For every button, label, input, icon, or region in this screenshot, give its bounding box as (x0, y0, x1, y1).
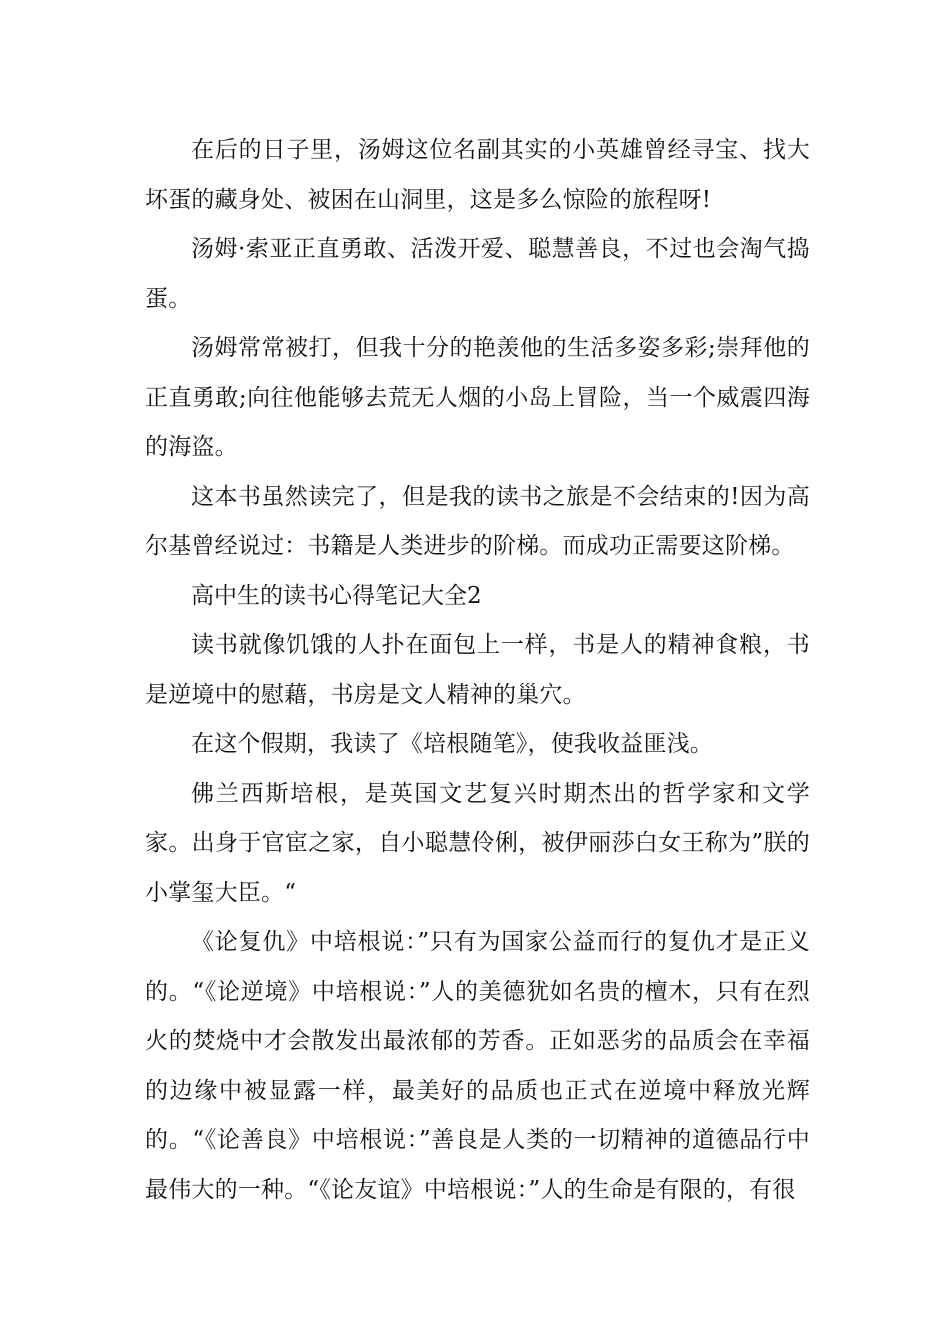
paragraph-5: 读书就像饥饿的人扑在面包上一样，书是人的精神食粮，书是逆境中的慰藉，书房是文人精神的巢穴。 (145, 632, 810, 708)
paragraph-8: 《论复仇》中培根说：”只有为国家公益而行的复仇才是正义的。“《论逆境》中培根说：”人的美德犹如名贵的檀木，只有在烈火的焚烧中才会散发出最浓郁的芳香。正如恶劣的品质会在幸福的边缘中被显露一样，最美好的品质也正式在逆境中释放光辉的。“《论善良》中培根说：”善良是人类的一切精神的道德品行中最伟大的一种。“《论友谊》中培根说：”人的生命是有限的，有很 (145, 929, 810, 1203)
paragraph-7: 佛兰西斯培根，是英国文艺复兴时期杰出的哲学家和文学家。出身于官宦之家，自小聪慧伶俐，被伊丽莎白女王称为”朕的小掌玺大臣。“ (145, 780, 810, 906)
paragraph-1: 在后的日子里，汤姆这位名副其实的小英雄曾经寻宝、找大坏蛋的藏身处、被困在山洞里，这是多么惊险的旅程呀! (145, 137, 810, 213)
paragraph-4: 这本书虽然读完了，但是我的读书之旅是不会结束的!因为高尔基曾经说过：书籍是人类进步的阶梯。而成功正需要这阶梯。 (145, 483, 810, 559)
paragraph-2: 汤姆·索亚正直勇敢、活泼开爱、聪慧善良，不过也会淘气捣蛋。 (145, 236, 810, 312)
paragraph-3: 汤姆常常被打，但我十分的艳羡他的生活多姿多彩;崇拜他的正直勇敢;向往他能够去荒无人烟的小岛上冒险，当一个威震四海的海盗。 (145, 335, 810, 460)
paragraph-6: 在这个假期，我读了《培根随笔》，使我收益匪浅。 (191, 731, 714, 757)
document-body (145, 126, 810, 1215)
section-title: 高中生的读书心得笔记大全2 (191, 582, 482, 609)
